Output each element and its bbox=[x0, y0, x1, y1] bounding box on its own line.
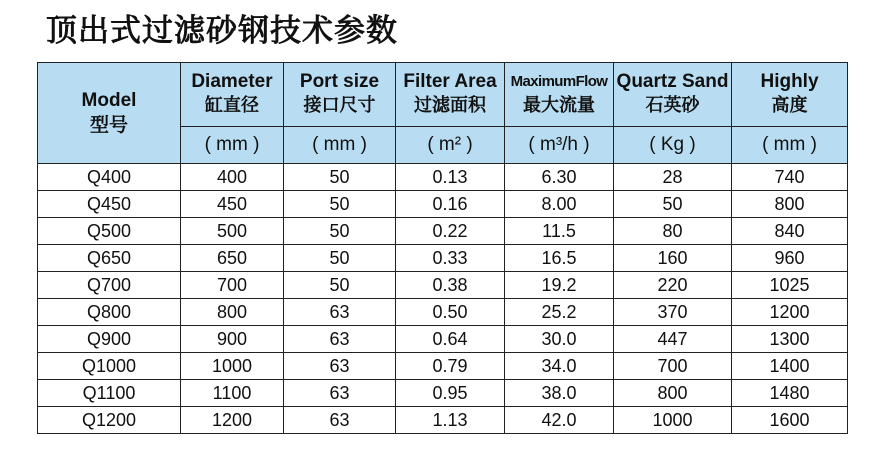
cell-maximum-flow: 42.0 bbox=[505, 407, 614, 434]
cell-quartz-sand: 447 bbox=[614, 326, 732, 353]
cell-diameter: 400 bbox=[181, 164, 284, 191]
cell-filter-area: 0.38 bbox=[396, 272, 505, 299]
cell-maximum-flow: 30.0 bbox=[505, 326, 614, 353]
cell-diameter: 800 bbox=[181, 299, 284, 326]
column-header-height bbox=[732, 63, 848, 127]
column-header-label-en: Port size bbox=[299, 71, 380, 93]
cell-port-size: 50 bbox=[284, 272, 396, 299]
table-row bbox=[38, 245, 848, 272]
header-row-titles bbox=[38, 63, 848, 127]
cell-diameter: 500 bbox=[181, 218, 284, 245]
cell-port-size: 50 bbox=[284, 245, 396, 272]
unit-label-port-size: ( mm ) bbox=[284, 126, 396, 163]
cell-filter-area: 0.16 bbox=[396, 191, 505, 218]
cell-filter-area: 0.13 bbox=[396, 164, 505, 191]
cell-model: Q650 bbox=[38, 245, 181, 272]
cell-height: 800 bbox=[732, 191, 848, 218]
cell-model: Q700 bbox=[38, 272, 181, 299]
cell-port-size: 50 bbox=[284, 164, 396, 191]
cell-filter-area: 0.64 bbox=[396, 326, 505, 353]
column-header-label-en: Highly bbox=[760, 71, 819, 93]
cell-height: 1480 bbox=[732, 380, 848, 407]
cell-height: 740 bbox=[732, 164, 848, 191]
column-header-diameter bbox=[181, 63, 284, 127]
column-header-label-en: MaximumFlow bbox=[510, 73, 608, 91]
cell-maximum-flow: 11.5 bbox=[505, 218, 614, 245]
cell-filter-area: 0.79 bbox=[396, 353, 505, 380]
cell-filter-area: 0.22 bbox=[396, 218, 505, 245]
column-header-label-en: Quartz Sand bbox=[616, 71, 729, 93]
cell-quartz-sand: 50 bbox=[614, 191, 732, 218]
cell-maximum-flow: 16.5 bbox=[505, 245, 614, 272]
cell-diameter: 650 bbox=[181, 245, 284, 272]
cell-filter-area: 0.50 bbox=[396, 299, 505, 326]
cell-maximum-flow: 25.2 bbox=[505, 299, 614, 326]
cell-quartz-sand: 160 bbox=[614, 245, 732, 272]
cell-model: Q1000 bbox=[38, 353, 181, 380]
cell-model: Q1200 bbox=[38, 407, 181, 434]
cell-model: Q800 bbox=[38, 299, 181, 326]
cell-diameter: 700 bbox=[181, 272, 284, 299]
cell-maximum-flow: 38.0 bbox=[505, 380, 614, 407]
cell-maximum-flow: 8.00 bbox=[505, 191, 614, 218]
cell-diameter: 900 bbox=[181, 326, 284, 353]
cell-diameter: 1100 bbox=[181, 380, 284, 407]
column-header-quartz-sand bbox=[614, 63, 732, 127]
cell-port-size: 50 bbox=[284, 218, 396, 245]
cell-model: Q1100 bbox=[38, 380, 181, 407]
page-title: 顶出式过滤砂钢技术参数 bbox=[46, 13, 398, 49]
table-row bbox=[38, 164, 848, 191]
cell-height: 840 bbox=[732, 218, 848, 245]
cell-model: Q900 bbox=[38, 326, 181, 353]
unit-label-maximum-flow: ( m³/h ) bbox=[505, 126, 614, 163]
cell-port-size: 63 bbox=[284, 326, 396, 353]
column-header-label-zh: 接口尺寸 bbox=[303, 95, 376, 117]
column-header-label-en: Diameter bbox=[191, 71, 273, 93]
unit-label-height: ( mm ) bbox=[732, 126, 848, 163]
cell-port-size: 63 bbox=[284, 299, 396, 326]
cell-filter-area: 1.13 bbox=[396, 407, 505, 434]
table-row bbox=[38, 407, 848, 434]
cell-diameter: 1200 bbox=[181, 407, 284, 434]
column-header-label-zh: 型号 bbox=[89, 114, 128, 136]
table-row bbox=[38, 218, 848, 245]
cell-quartz-sand: 1000 bbox=[614, 407, 732, 434]
cell-port-size: 63 bbox=[284, 407, 396, 434]
column-header-label-zh: 过滤面积 bbox=[414, 95, 486, 117]
spec-table bbox=[37, 62, 848, 434]
column-header-label-zh: 高度 bbox=[771, 95, 808, 117]
cell-height: 1600 bbox=[732, 407, 848, 434]
table-row bbox=[38, 299, 848, 326]
cell-maximum-flow: 6.30 bbox=[505, 164, 614, 191]
column-header-label-zh: 石英砂 bbox=[645, 95, 700, 117]
unit-label-quartz-sand: ( Kg ) bbox=[614, 126, 732, 163]
cell-height: 960 bbox=[732, 245, 848, 272]
column-header-label-zh: 缸直径 bbox=[205, 95, 259, 117]
unit-label-filter-area: ( m² ) bbox=[396, 126, 505, 163]
cell-port-size: 63 bbox=[284, 353, 396, 380]
cell-maximum-flow: 34.0 bbox=[505, 353, 614, 380]
cell-height: 1400 bbox=[732, 353, 848, 380]
column-header-port-size bbox=[284, 63, 396, 127]
column-header-model bbox=[38, 63, 181, 164]
cell-quartz-sand: 220 bbox=[614, 272, 732, 299]
cell-diameter: 1000 bbox=[181, 353, 284, 380]
cell-port-size: 50 bbox=[284, 191, 396, 218]
column-header-maximum-flow bbox=[505, 63, 614, 127]
cell-filter-area: 0.33 bbox=[396, 245, 505, 272]
table-row bbox=[38, 272, 848, 299]
cell-height: 1200 bbox=[732, 299, 848, 326]
table-row bbox=[38, 191, 848, 218]
cell-height: 1300 bbox=[732, 326, 848, 353]
column-header-label-zh: 最大流量 bbox=[523, 95, 595, 117]
table-header bbox=[38, 63, 848, 164]
cell-quartz-sand: 370 bbox=[614, 299, 732, 326]
table-row bbox=[38, 353, 848, 380]
cell-maximum-flow: 19.2 bbox=[505, 272, 614, 299]
cell-port-size: 63 bbox=[284, 380, 396, 407]
cell-height: 1025 bbox=[732, 272, 848, 299]
cell-diameter: 450 bbox=[181, 191, 284, 218]
cell-quartz-sand: 80 bbox=[614, 218, 732, 245]
cell-model: Q400 bbox=[38, 164, 181, 191]
cell-quartz-sand: 700 bbox=[614, 353, 732, 380]
column-header-label-en: Model bbox=[81, 90, 137, 111]
column-header-filter-area bbox=[396, 63, 505, 127]
table-row bbox=[38, 326, 848, 353]
cell-filter-area: 0.95 bbox=[396, 380, 505, 407]
cell-quartz-sand: 28 bbox=[614, 164, 732, 191]
cell-model: Q450 bbox=[38, 191, 181, 218]
cell-quartz-sand: 800 bbox=[614, 380, 732, 407]
table-row bbox=[38, 380, 848, 407]
table-body bbox=[38, 164, 848, 434]
column-header-label-en: Filter Area bbox=[403, 71, 497, 93]
cell-model: Q500 bbox=[38, 218, 181, 245]
unit-label-diameter: ( mm ) bbox=[181, 126, 284, 163]
